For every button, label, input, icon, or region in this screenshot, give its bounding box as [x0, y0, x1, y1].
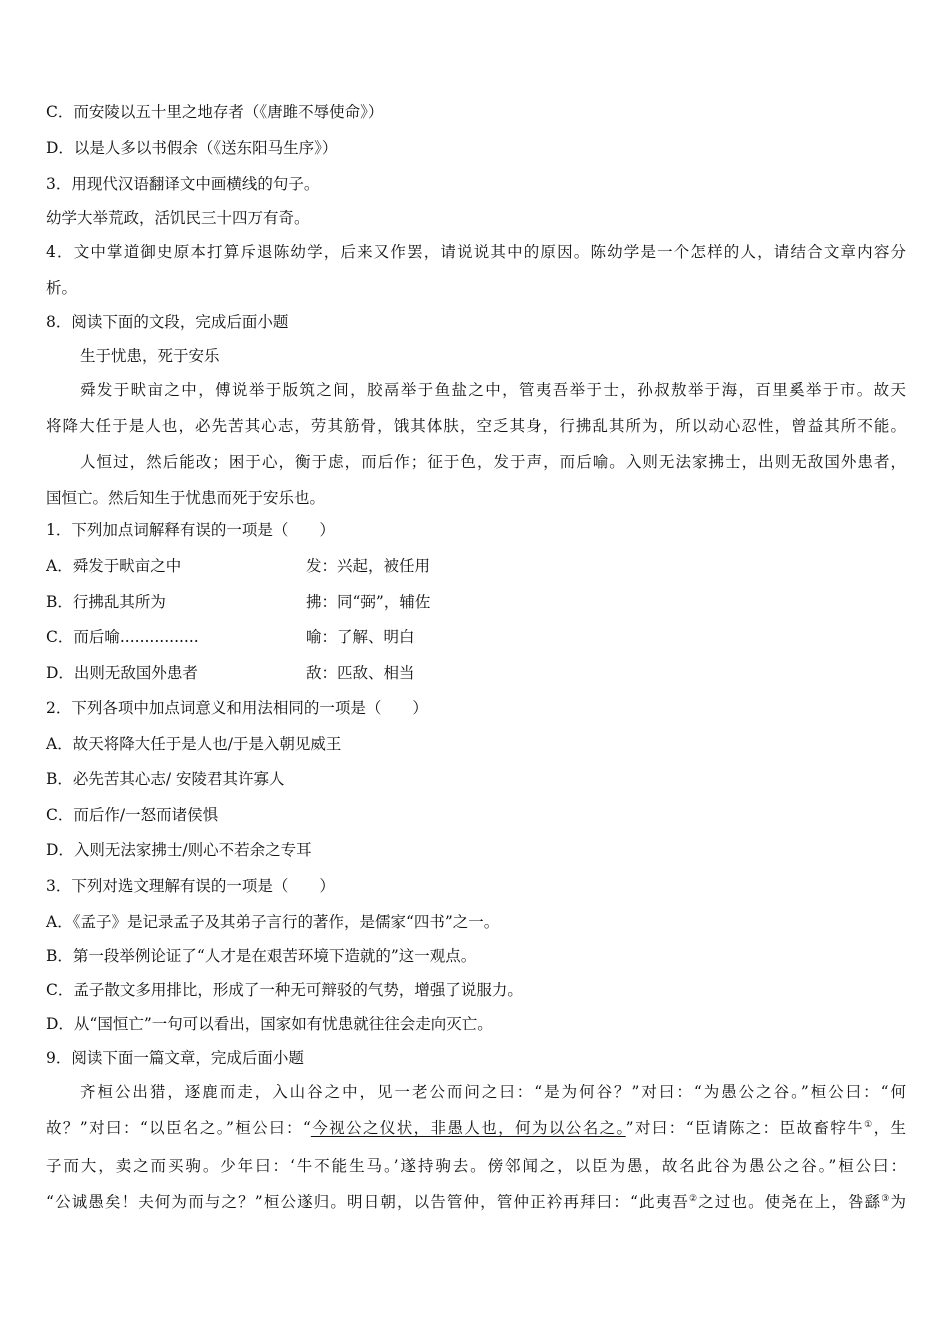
q1-option-d	[46, 663, 415, 683]
question-3: 3．用现代汉语翻译文中画横线的句子。	[46, 175, 320, 193]
underlined-sentence: 今视公之仪状，非愚人也，何为以公名之。	[310, 1119, 626, 1137]
q3-option-a: A．《孟子》是记录孟子及其弟子言行的著作，是儒家“四书”之一。	[46, 913, 500, 931]
sub-question-1: 1．下列加点词解释有误的一项是（ ）	[46, 521, 335, 539]
q1-option-a-text: A．舜发于畎亩之中	[46, 557, 182, 575]
passage9-line2	[46, 1118, 906, 1138]
q2-option-b: B．必先苦其心志/ 安陵君其许寡人	[46, 770, 285, 788]
passage-title: 生于忧患，死于安乐	[80, 347, 220, 365]
passage9-line2-pre: 故？”对曰：“以臣名之。”桓公曰：“	[46, 1119, 311, 1137]
q2-option-a: A．故天将降大任于是人也/于是入朝见威王	[46, 735, 342, 753]
passage9-line2-end: ，生	[873, 1119, 906, 1137]
q1-option-a	[46, 556, 431, 576]
footnote-2: ②	[688, 1194, 699, 1204]
question-3-text: 幼学大举荒政，活饥民三十四万有奇。	[46, 209, 310, 227]
q1-option-b	[46, 592, 431, 612]
q1-option-b-gloss: 拂：同“弼”，辅佐	[306, 593, 431, 611]
passage9-line4-mid: 之过也。使尧在上，咎繇	[698, 1193, 882, 1211]
q3-option-d: D．从“国恒亡”一句可以看出，国家如有忧患就往往会走向灭亡。	[46, 1015, 493, 1033]
passage-p1-line2: 将降大任于是人也，必先苦其心志，劳其筋骨，饿其体肤，空乏其身，行拂乱其所为，所以动心忍性，曾益其所不能。	[46, 417, 906, 435]
option-c: C．而安陵以五十里之地存者（《唐雎不辱使命》）	[46, 103, 384, 121]
q1-option-c-dots: ................	[119, 628, 199, 646]
q1-option-b-text: B．行拂乱其所为	[46, 593, 166, 611]
passage-p2-line2: 国恒亡。然后知生于忧患而死于安乐也。	[46, 489, 326, 507]
passage9-line1: 齐桓公出猎，逐鹿而走，入山谷之中，见一老公而问之曰：“是为何谷？”对曰：“为愚公之谷。”桓公曰：“何	[80, 1083, 906, 1101]
q1-option-d-gloss: 敌：匹敌、相当	[306, 664, 415, 682]
passage-p2-line1: 人恒过，然后能改；困于心，衡于虑，而后作；征于色，发于声，而后喻。入则无法家拂士，出则无敌国外患者，	[80, 453, 906, 471]
q3-option-b: B．第一段举例论证了“人才是在艰苦环境下造就的”这一观点。	[46, 947, 477, 965]
q1-option-d-text: D．出则无敌国外患者	[46, 664, 198, 682]
passage9-line4-end: 为	[890, 1193, 906, 1211]
q1-option-c-text: C．而后喻	[46, 628, 120, 646]
q3-option-c: C．孟子散文多用排比，形成了一种无可辩驳的气势，增强了说服力。	[46, 981, 523, 999]
passage-p1-line1: 舜发于畎亩之中，傅说举于版筑之间，胶鬲举于鱼盐之中，管夷吾举于士，孙叔敖举于海，百里奚举于市。故天	[80, 381, 906, 399]
q2-option-c: C．而后作/一怒而诸侯惧	[46, 806, 219, 824]
footnote-3: ③	[881, 1194, 891, 1204]
passage9-line2-post: ”对曰：“臣请陈之：臣故畜牸牛	[625, 1119, 865, 1137]
footnote-1: ①	[864, 1120, 874, 1130]
passage9-line3: 子而大，卖之而买驹。少年曰：‘牛不能生马。’遂持驹去。傍邻闻之，以臣为愚，故名此谷为愚公之谷。”桓公曰：	[46, 1157, 906, 1175]
q1-option-a-gloss: 发：兴起，被任用	[306, 557, 431, 575]
q1-option-c	[46, 627, 415, 647]
question-4-line2: 析。	[46, 279, 78, 297]
passage9-line4-pre: “公诚愚矣！夫何为而与之？”桓公遂归。明日朝，以告管仲，管仲正衿再拜曰：“此夷吾	[46, 1193, 689, 1211]
option-d: D．以是人多以书假余（《送东阳马生序》）	[46, 139, 338, 157]
section-9-heading: 9．阅读下面一篇文章，完成后面小题	[46, 1049, 304, 1067]
passage9-line4	[46, 1192, 906, 1212]
section-8-heading: 8．阅读下面的文段，完成后面小题	[46, 313, 289, 331]
q2-option-d: D．入则无法家拂士/则心不若余之专耳	[46, 841, 312, 859]
sub-question-3: 3．下列对选文理解有误的一项是（ ）	[46, 877, 335, 895]
question-4-line1: 4．文中掌道御史原本打算斥退陈幼学，后来又作罢，请说说其中的原因。陈幼学是一个怎样的人，请结合文章内容分	[46, 243, 906, 261]
sub-question-2: 2．下列各项中加点词意义和用法相同的一项是（ ）	[46, 699, 428, 717]
q1-option-c-gloss: 喻：了解、明白	[306, 628, 415, 646]
